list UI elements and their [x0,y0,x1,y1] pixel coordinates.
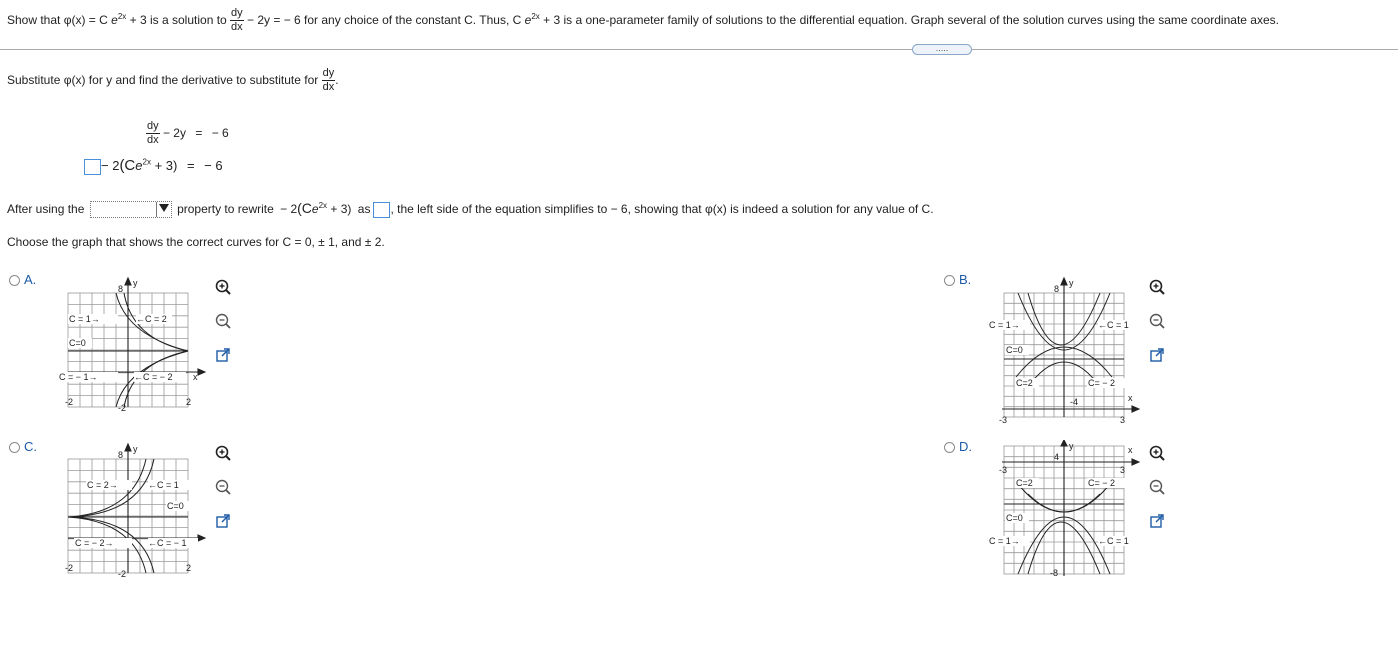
choose-text: Choose the graph that shows the correct curves for C = 0, ± 1, and ± 2. [7,235,385,249]
y-axis-label: y [1069,278,1074,288]
e-symbol: e [311,202,319,216]
dy-dx-fraction [146,121,160,146]
x-max-label: 3 [1120,465,1126,475]
curve-label-cm2: C= − 2 [1088,478,1116,488]
graph-a [56,277,206,413]
y-min-label: -8 [1050,568,1059,578]
axes [1002,440,1139,576]
question-plus3: + 3 is a solution to [126,13,231,27]
chevron-down-icon [156,202,171,217]
y-axis-label: y [133,278,138,288]
curve-label-c1: C = 1→ [69,314,100,324]
zoom-out-icon[interactable] [1148,478,1166,496]
zoom-in-icon[interactable] [214,278,232,296]
zoom-in-icon[interactable] [1148,278,1166,296]
y-min-label: -4 [1070,397,1079,407]
frac-den: dx [231,21,243,34]
eq2-lhs-c: + 3) [150,158,178,173]
frac-num: dy [231,7,243,20]
zoom-in-icon[interactable] [214,444,232,462]
substitute-instruction [7,62,339,98]
x-min-label: -2 [65,563,74,573]
equation-2 [84,154,223,178]
curve-label-cm1: ←C = − 1 [148,538,187,548]
choose-instruction [7,232,385,252]
frac-num: dy [322,67,335,80]
zoom-out-icon[interactable] [1148,312,1166,330]
curve-label-c1: ←C = 1 [148,480,179,490]
exponent: 2x [142,157,151,167]
exponent: 2x [531,12,540,21]
option-a-label: A. [24,272,37,287]
caret-shape [159,204,169,212]
graph-a-tools [214,278,234,364]
option-a[interactable] [9,272,36,288]
period: . [335,73,339,87]
y-max-label: 8 [118,284,124,294]
option-c-radio[interactable] [9,442,20,453]
question-part1: Show that [7,13,64,27]
answer-box-derivative[interactable] [84,159,101,175]
y-min-label: -2 [118,403,127,413]
x-max-label: 2 [186,563,192,573]
zoom-out-icon[interactable] [214,478,232,496]
option-d-radio[interactable] [944,442,955,453]
eq2-equals: = [186,158,195,173]
option-c-label: C. [24,439,37,454]
zoom-out-icon[interactable] [214,312,232,330]
frac-den: dx [322,81,335,94]
popout-icon[interactable] [214,346,232,364]
curve-label-c0: C=0 [69,338,86,348]
y-max-label: 8 [118,450,124,460]
eq2-lhs-b: (C [119,157,136,174]
x-max-label: 2 [186,397,192,407]
y-min-label: -2 [118,569,127,579]
popout-icon[interactable] [214,512,232,530]
curve-label-c2: C=2 [1016,378,1033,388]
expand-dots: ..... [935,43,949,53]
graph-b-tools [1148,278,1168,364]
graph-c [56,443,206,579]
curve-label-cm2: C = − 2→ [75,538,114,548]
graph-c-tools [214,444,234,530]
e-symbol: e [135,158,143,173]
frac-den: dx [147,134,159,147]
curve-label-c0: C=0 [1006,513,1023,523]
after-expr-b: (C [297,200,312,216]
curve-label-cm1: C = − 1→ [59,372,98,382]
eq1-equals: = [195,126,203,140]
option-d-label: D. [959,439,972,454]
x-max-label: 3 [1120,415,1126,425]
y-axis-label: y [133,444,138,454]
x-min-label: -3 [999,415,1008,425]
curve-label-c1-right: ←C = 1 [1098,536,1129,546]
curve-label-c2: C = 2→ [87,480,118,490]
option-c[interactable] [9,439,37,455]
after-prefix: After using the [7,202,85,216]
curve-label-c1-right: ←C = 1 [1098,320,1129,330]
option-a-radio[interactable] [9,275,20,286]
after-using-line [7,197,934,219]
eq2-lhs-a: − 2 [101,158,120,173]
zoom-in-icon[interactable] [1148,444,1166,462]
eq2-rhs: − 6 [204,158,223,173]
eq1-rhs: − 6 [211,126,229,140]
frac-num: dy [147,120,159,133]
dy-dx-fraction [230,8,244,33]
x-axis-label: x [1128,445,1133,455]
curve-label-c2: ←C = 2 [136,314,167,324]
graph-d [988,440,1140,580]
graph-b [988,277,1140,425]
curve-label-cm2: ←C = − 2 [134,372,173,382]
curve-label-c1-left: C = 1→ [989,536,1020,546]
curve-label-c0: C=0 [167,501,184,511]
answer-box-rewrite[interactable] [373,202,390,218]
question-part3: + 3 is a one-parameter family of solutions to the differential equation. Graph several of the solution curves using the same coordinate axes. [539,13,1279,27]
e-symbol: e [111,13,118,27]
exponent: 2x [117,12,127,21]
after-suffix: , the left side of the equation simplifies to − 6, showing that φ(x) is indeed a solution for any value of C. [390,202,934,216]
question-phi: φ(x) = C [63,13,108,27]
substitute-text: Substitute φ(x) for y and find the derivative to substitute for [7,73,319,87]
question-part2: − 2y = − 6 for any choice of the constant C. Thus, C [243,13,522,27]
curve-label-cm2: C= − 2 [1088,378,1116,388]
eq1-lhs: − 2y [159,126,186,140]
property-dropdown[interactable] [90,201,172,218]
expand-button[interactable] [912,44,972,55]
after-expr-a: − 2 [280,202,298,216]
option-b[interactable] [944,272,971,288]
x-min-label: -2 [65,397,74,407]
x-axis-label: x [1128,393,1133,403]
curve-label-c2: C=2 [1016,478,1033,488]
popout-icon[interactable] [1148,512,1166,530]
exponent: 2x [318,201,328,210]
question-text [7,6,1397,34]
graph-d-tools [1148,444,1168,530]
curve-label-c1-left: C = 1→ [989,320,1020,330]
option-d[interactable] [944,439,972,455]
equation-1 [146,116,229,150]
y-axis-label: y [1069,441,1074,451]
dy-dx-fraction [322,67,339,94]
option-b-radio[interactable] [944,275,955,286]
after-mid: property to rewrite [177,202,274,216]
after-expr-c: + 3) [327,202,352,216]
popout-icon[interactable] [1148,346,1166,364]
y-max-label: 8 [1054,284,1060,294]
x-axis-label: x [193,372,198,382]
divider [0,49,1398,50]
x-min-label: -3 [999,465,1008,475]
after-as: as [357,202,371,216]
curve-label-c0: C=0 [1006,345,1023,355]
y-max-label: 4 [1054,452,1060,462]
option-b-label: B. [959,272,972,287]
e-symbol: e [524,13,532,27]
